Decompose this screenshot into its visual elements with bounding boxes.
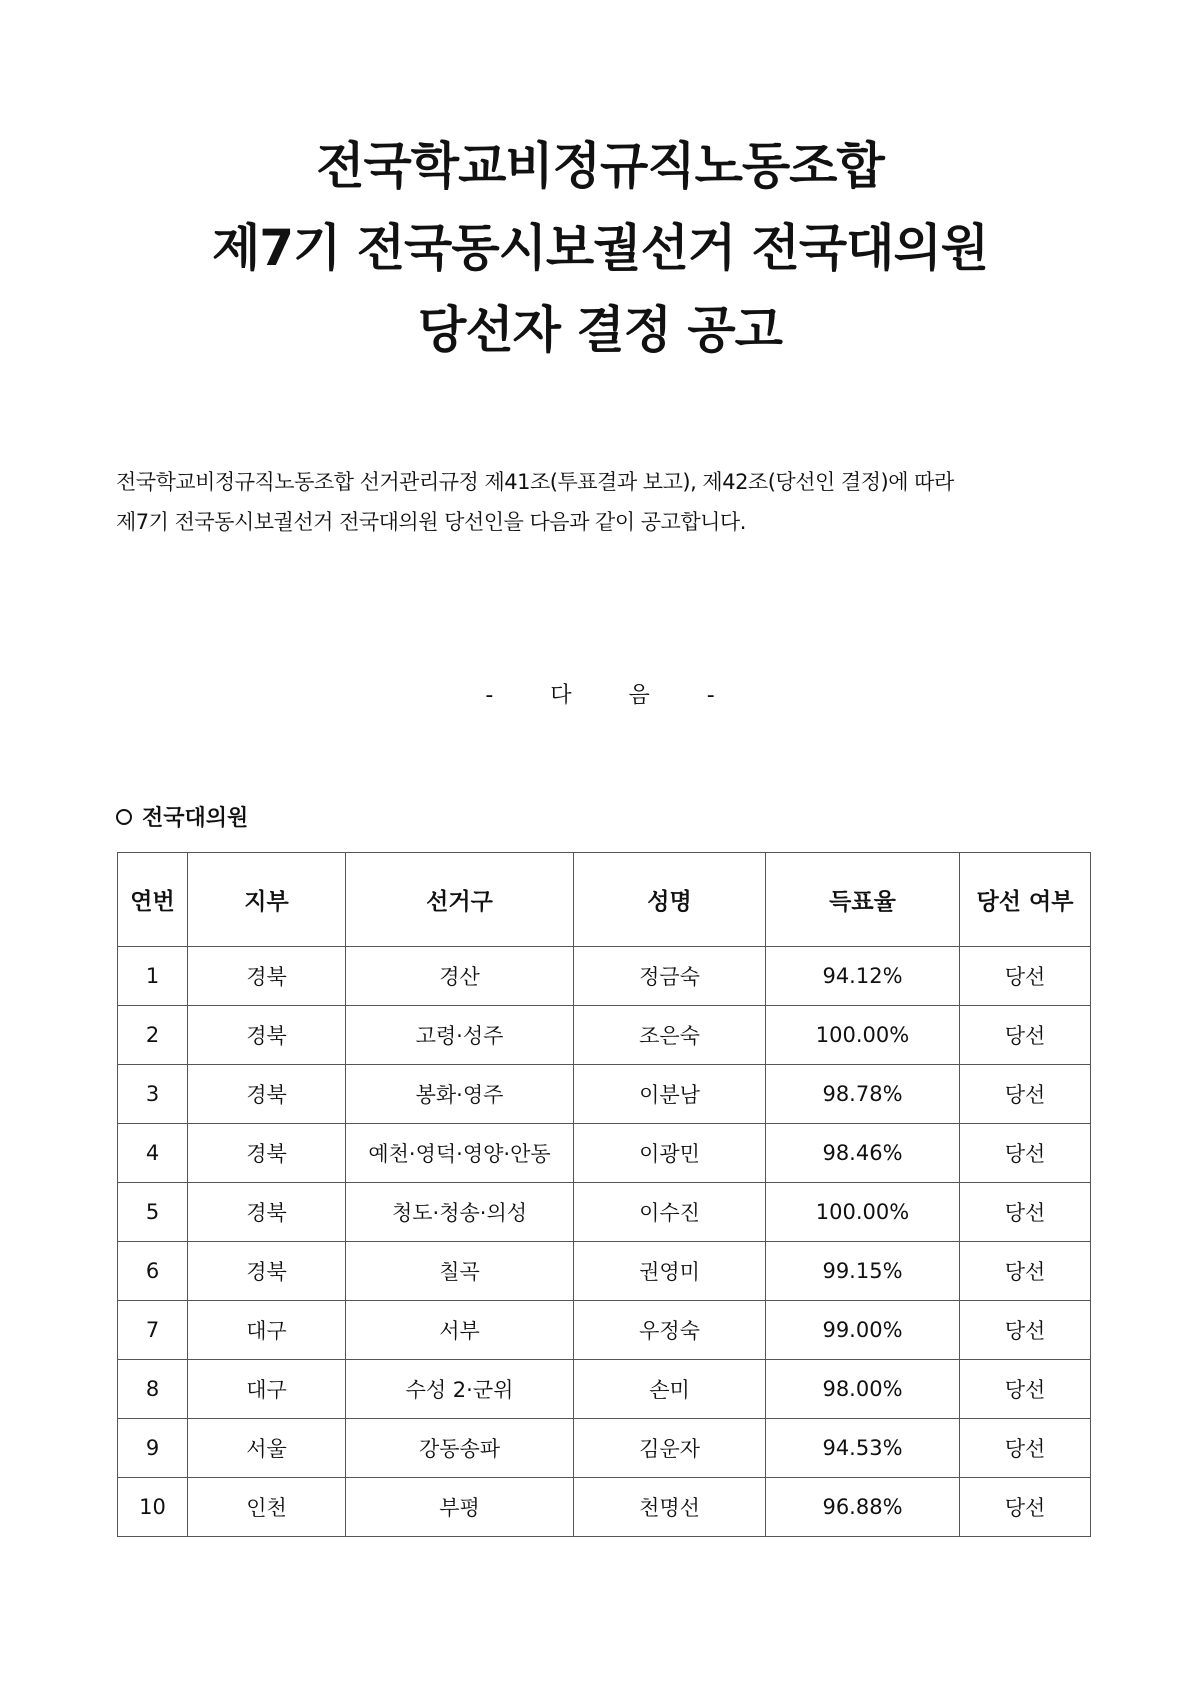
circle-bullet-icon — [116, 809, 132, 825]
cell-number: 6 — [118, 1242, 188, 1301]
cell-number: 5 — [118, 1183, 188, 1242]
table-row — [118, 1478, 1091, 1537]
header-number: 연번 — [118, 853, 188, 947]
cell-vote-rate: 100.00% — [766, 1183, 960, 1242]
cell-elected: 당선 — [960, 1478, 1091, 1537]
cell-vote-rate: 94.53% — [766, 1419, 960, 1478]
next-heading: - 다 음 - — [485, 683, 715, 708]
header-name: 성명 — [574, 853, 766, 947]
cell-number: 10 — [118, 1478, 188, 1537]
cell-name: 천명선 — [574, 1478, 766, 1537]
cell-district: 청도·청송·의성 — [346, 1183, 574, 1242]
header-elected: 당선 여부 — [960, 853, 1091, 947]
table-header-row — [118, 853, 1091, 947]
cell-number: 7 — [118, 1301, 188, 1360]
cell-vote-rate: 100.00% — [766, 1006, 960, 1065]
cell-number: 8 — [118, 1360, 188, 1419]
intro-paragraph — [116, 462, 1096, 542]
cell-branch: 인천 — [188, 1478, 346, 1537]
cell-name: 김운자 — [574, 1419, 766, 1478]
cell-name: 이광민 — [574, 1124, 766, 1183]
cell-branch: 서울 — [188, 1419, 346, 1478]
cell-district: 예천·영덕·영양·안동 — [346, 1124, 574, 1183]
cell-district: 고령·성주 — [346, 1006, 574, 1065]
table-row — [118, 1183, 1091, 1242]
table-row — [118, 947, 1091, 1006]
table-row — [118, 1419, 1091, 1478]
results-table — [117, 852, 1091, 1537]
intro-line-2: 제7기 전국동시보궐선거 전국대의원 당선인을 다음과 같이 공고합니다. — [116, 510, 746, 534]
title-line-3: 당선자 결정 공고 — [418, 301, 782, 359]
table-row — [118, 1124, 1091, 1183]
cell-number: 1 — [118, 947, 188, 1006]
document-title — [0, 125, 1200, 371]
cell-name: 우정숙 — [574, 1301, 766, 1360]
cell-vote-rate: 98.00% — [766, 1360, 960, 1419]
cell-district: 경산 — [346, 947, 574, 1006]
cell-elected: 당선 — [960, 1124, 1091, 1183]
table-row — [118, 1065, 1091, 1124]
cell-number: 9 — [118, 1419, 188, 1478]
cell-number: 3 — [118, 1065, 188, 1124]
cell-district: 수성 2·군위 — [346, 1360, 574, 1419]
cell-number: 4 — [118, 1124, 188, 1183]
table-row — [118, 1006, 1091, 1065]
cell-branch: 대구 — [188, 1301, 346, 1360]
intro-line-1: 전국학교비정규직노동조합 선거관리규정 제41조(투표결과 보고), 제42조(당선인 결정)에 따라 — [116, 470, 954, 494]
cell-branch: 대구 — [188, 1360, 346, 1419]
cell-elected: 당선 — [960, 1242, 1091, 1301]
cell-elected: 당선 — [960, 1065, 1091, 1124]
table-row — [118, 1301, 1091, 1360]
cell-vote-rate: 99.00% — [766, 1301, 960, 1360]
table-row — [118, 1242, 1091, 1301]
cell-branch: 경북 — [188, 1065, 346, 1124]
cell-vote-rate: 96.88% — [766, 1478, 960, 1537]
section-heading — [116, 801, 248, 832]
cell-name: 이수진 — [574, 1183, 766, 1242]
cell-elected: 당선 — [960, 1183, 1091, 1242]
title-line-1: 전국학교비정규직노동조합 — [316, 137, 884, 195]
cell-branch: 경북 — [188, 1183, 346, 1242]
cell-name: 조은숙 — [574, 1006, 766, 1065]
cell-elected: 당선 — [960, 947, 1091, 1006]
section-heading-label: 전국대의원 — [142, 806, 249, 831]
cell-name: 권영미 — [574, 1242, 766, 1301]
cell-name: 이분남 — [574, 1065, 766, 1124]
cell-elected: 당선 — [960, 1006, 1091, 1065]
cell-branch: 경북 — [188, 1124, 346, 1183]
cell-branch: 경북 — [188, 1006, 346, 1065]
cell-district: 서부 — [346, 1301, 574, 1360]
cell-district: 부평 — [346, 1478, 574, 1537]
cell-district: 강동송파 — [346, 1419, 574, 1478]
cell-vote-rate: 98.46% — [766, 1124, 960, 1183]
cell-name: 정금숙 — [574, 947, 766, 1006]
table-row — [118, 1360, 1091, 1419]
cell-vote-rate: 99.15% — [766, 1242, 960, 1301]
cell-name: 손미 — [574, 1360, 766, 1419]
cell-number: 2 — [118, 1006, 188, 1065]
table-body — [118, 947, 1091, 1537]
cell-vote-rate: 98.78% — [766, 1065, 960, 1124]
cell-elected: 당선 — [960, 1301, 1091, 1360]
title-line-2: 제7기 전국동시보궐선거 전국대의원 — [211, 219, 989, 277]
cell-vote-rate: 94.12% — [766, 947, 960, 1006]
cell-branch: 경북 — [188, 947, 346, 1006]
cell-elected: 당선 — [960, 1360, 1091, 1419]
cell-district: 칠곡 — [346, 1242, 574, 1301]
header-vote-rate: 득표율 — [766, 853, 960, 947]
header-branch: 지부 — [188, 853, 346, 947]
cell-branch: 경북 — [188, 1242, 346, 1301]
cell-district: 봉화·영주 — [346, 1065, 574, 1124]
cell-elected: 당선 — [960, 1419, 1091, 1478]
header-district: 선거구 — [346, 853, 574, 947]
